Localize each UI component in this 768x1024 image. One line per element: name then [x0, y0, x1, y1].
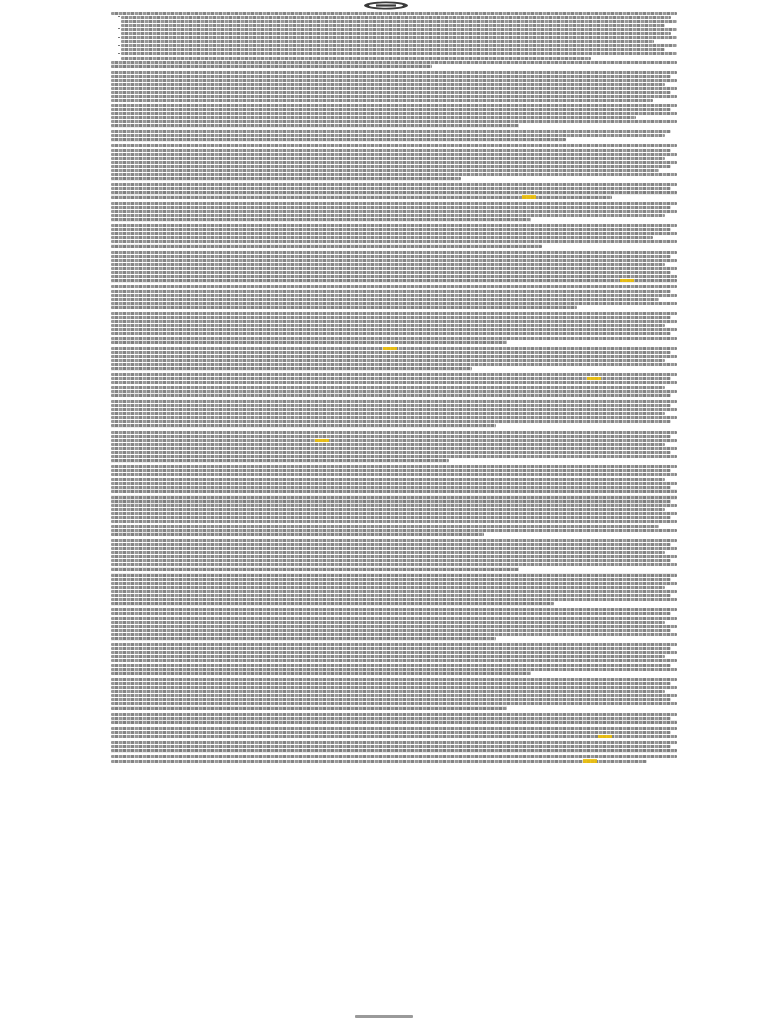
text-ink: [111, 367, 472, 370]
text-ink: [111, 259, 677, 262]
text-ink: [111, 324, 665, 327]
text-ink: [111, 608, 677, 611]
text-ink: [111, 400, 677, 403]
text-ink: [111, 594, 671, 597]
text-line: [111, 367, 472, 371]
text-line: [111, 735, 677, 739]
text-line: [111, 637, 496, 641]
text-line: [111, 195, 612, 199]
text-ink: [111, 455, 677, 458]
text-ink: [111, 255, 671, 258]
text-ink: [111, 95, 677, 98]
text-ink: [111, 651, 677, 654]
text-ink: [111, 633, 677, 636]
text-ink: [111, 574, 677, 577]
text-ink: [111, 134, 665, 137]
text-ink: [111, 533, 484, 536]
footer-text: [355, 1015, 413, 1018]
text-ink: [111, 351, 671, 354]
text-ink: [111, 228, 671, 231]
list-item: [0, 399, 768, 428]
list-item: [0, 677, 768, 710]
text-ink: [111, 420, 671, 423]
list-item: [0, 224, 768, 249]
text-ink: [111, 169, 659, 172]
list-item: [0, 726, 768, 738]
text-ink: [121, 44, 677, 47]
text-ink: [111, 447, 677, 450]
text-ink: [111, 664, 671, 667]
text-ink: [111, 240, 677, 243]
list-item: [0, 741, 768, 753]
text-line: [111, 305, 577, 309]
text-ink: [111, 555, 677, 558]
ucsf-logo: [362, 1, 410, 10]
text-ink: [111, 431, 677, 434]
text-ink: [111, 210, 677, 213]
text-ink: [111, 702, 677, 705]
text-ink: [111, 65, 432, 68]
text-line: [111, 459, 449, 463]
text-line: [111, 489, 677, 493]
text-ink: [111, 144, 677, 147]
text-ink: [111, 490, 677, 493]
text-ink: [111, 294, 677, 297]
text-ink: [111, 760, 647, 763]
text-ink: [111, 598, 677, 601]
text-ink: [111, 153, 677, 156]
text-ink: [111, 112, 677, 115]
text-ink: [111, 332, 671, 335]
text-ink: [111, 478, 665, 481]
text-line: [111, 244, 542, 248]
text-ink: [111, 165, 671, 168]
text-ink: [111, 486, 671, 489]
text-ink: [111, 525, 659, 528]
text-line: [111, 424, 496, 428]
text-ink: [111, 298, 659, 301]
text-line: [111, 393, 671, 397]
text-ink: [111, 416, 677, 419]
text-ink: [111, 563, 677, 566]
text-ink: [111, 647, 671, 650]
list-item: [0, 70, 768, 127]
text-line: [111, 671, 531, 675]
text-ink: [111, 161, 677, 164]
text-ink: [111, 79, 677, 82]
highlight-mark: [587, 377, 601, 380]
text-ink: [111, 582, 677, 585]
text-ink: [111, 285, 677, 288]
text-ink: [111, 306, 577, 309]
text-ink: [111, 12, 677, 15]
text-ink: [111, 124, 519, 127]
text-ink: [111, 682, 671, 685]
text-ink: [111, 328, 677, 331]
text-ink: [111, 443, 665, 446]
bullet-icon: [118, 45, 120, 46]
text-ink: [121, 36, 677, 39]
text-ink: [111, 279, 677, 282]
text-line: [111, 124, 519, 128]
text-ink: [111, 617, 677, 620]
text-ink: [111, 187, 671, 190]
text-ink: [121, 24, 665, 27]
text-ink: [111, 61, 677, 64]
text-line: [111, 532, 484, 536]
list-item: [0, 144, 768, 181]
text-ink: [111, 149, 671, 152]
text-ink: [111, 512, 677, 515]
text-ink: [111, 539, 677, 542]
text-ink: [111, 116, 636, 119]
text-ink: [111, 191, 677, 194]
text-ink: [111, 439, 677, 442]
list-item: [0, 465, 768, 494]
text-ink: [111, 177, 461, 180]
text-ink: [111, 271, 671, 274]
list-item: [0, 130, 768, 142]
text-ink: [111, 138, 566, 141]
text-ink: [111, 390, 677, 393]
text-line: [111, 567, 519, 571]
text-ink: [111, 547, 677, 550]
text-ink: [111, 612, 671, 615]
highlight-mark: [315, 439, 329, 442]
highlight-mark: [598, 735, 612, 738]
list-item: [0, 755, 768, 763]
list-item: [0, 643, 768, 676]
text-ink: [111, 731, 671, 734]
text-line: [111, 706, 507, 710]
list-item: [0, 495, 768, 536]
text-line: [111, 749, 677, 753]
text-ink: [111, 500, 671, 503]
text-ink: [121, 20, 677, 23]
highlight-mark: [383, 347, 397, 350]
text-ink: [111, 621, 665, 624]
text-ink: [111, 312, 677, 315]
text-line: [111, 138, 566, 142]
text-ink: [121, 57, 591, 60]
text-ink: [111, 157, 665, 160]
list-item: [0, 430, 768, 463]
bullet-icon: [118, 16, 120, 17]
text-ink: [111, 424, 496, 427]
text-ink: [111, 245, 542, 248]
text-ink: [111, 755, 677, 758]
text-ink: [111, 412, 665, 415]
text-ink: [111, 355, 677, 358]
text-ink: [111, 302, 677, 305]
list-item: [0, 183, 768, 199]
text-ink: [111, 75, 671, 78]
text-ink: [111, 363, 677, 366]
text-ink: [111, 520, 677, 523]
bullet-icon: [118, 37, 120, 38]
text-ink: [111, 590, 677, 593]
text-ink: [111, 694, 677, 697]
text-ink: [111, 551, 665, 554]
text-ink: [111, 386, 665, 389]
text-ink: [111, 120, 677, 123]
text-ink: [111, 435, 671, 438]
text-ink: [111, 482, 677, 485]
text-ink: [111, 341, 507, 344]
text-ink: [111, 337, 677, 340]
text-ink: [111, 404, 671, 407]
text-ink: [111, 473, 677, 476]
list-item: [0, 201, 768, 221]
text-ink: [111, 83, 665, 86]
text-ink: [121, 52, 677, 55]
text-ink: [111, 91, 671, 94]
text-ink: [111, 275, 677, 278]
text-ink: [111, 108, 671, 111]
text-ink: [111, 224, 677, 227]
text-ink: [111, 71, 677, 74]
list-item: [0, 373, 768, 398]
text-ink: [111, 408, 677, 411]
text-ink: [111, 629, 671, 632]
text-ink: [111, 508, 665, 511]
list-item: [0, 11, 768, 68]
text-line: [111, 759, 647, 763]
text-ink: [111, 469, 671, 472]
text-ink: [111, 196, 612, 199]
text-ink: [111, 543, 671, 546]
text-ink: [111, 637, 496, 640]
text-ink: [111, 320, 677, 323]
text-ink: [111, 655, 665, 658]
highlight-mark: [522, 195, 536, 198]
text-ink: [111, 586, 665, 589]
text-ink: [111, 516, 671, 519]
text-ink: [111, 672, 531, 675]
text-ink: [111, 263, 665, 266]
text-ink: [111, 735, 677, 738]
text-ink: [111, 690, 665, 693]
text-ink: [111, 749, 677, 752]
text-ink: [111, 643, 677, 646]
text-ink: [111, 465, 677, 468]
text-ink: [111, 707, 507, 710]
text-ink: [111, 713, 677, 716]
text-ink: [111, 214, 665, 217]
text-ink: [111, 99, 653, 102]
text-ink: [111, 727, 677, 730]
text-ink: [121, 32, 671, 35]
text-line: [111, 64, 432, 68]
list-item: [0, 346, 768, 371]
text-ink: [121, 16, 671, 19]
text-ink: [111, 206, 671, 209]
text-ink: [111, 451, 671, 454]
text-ink: [111, 104, 677, 107]
text-ink: [111, 218, 531, 221]
text-ink: [111, 232, 677, 235]
text-ink: [111, 183, 677, 186]
text-ink: [111, 496, 677, 499]
text-ink: [111, 698, 671, 701]
list-item: [0, 311, 768, 344]
page-footer: [0, 1015, 768, 1020]
text-line: [111, 177, 461, 181]
text-ink: [111, 578, 671, 581]
text-ink: [111, 529, 677, 532]
list-item: [0, 573, 768, 606]
text-ink: [111, 130, 671, 133]
text-ink: [111, 290, 671, 293]
text-ink: [111, 202, 677, 205]
text-ink: [121, 40, 654, 43]
text-ink: [111, 678, 677, 681]
text-ink: [111, 87, 677, 90]
text-ink: [111, 394, 671, 397]
text-ink: [111, 173, 677, 176]
text-ink: [111, 381, 677, 384]
text-line: [111, 279, 677, 283]
text-ink: [111, 717, 671, 720]
text-ink: [111, 504, 677, 507]
list-item: [0, 538, 768, 571]
list-item: [0, 285, 768, 310]
text-ink: [111, 659, 677, 662]
text-ink: [121, 48, 665, 51]
text-ink: [111, 316, 671, 319]
list-item: [0, 712, 768, 724]
text-ink: [111, 745, 671, 748]
text-ink: [111, 602, 554, 605]
text-ink: [111, 741, 677, 744]
text-line: [111, 340, 507, 344]
highlight-mark: [620, 279, 634, 282]
text-line: [111, 602, 554, 606]
text-ink: [111, 359, 665, 362]
text-ink: [111, 568, 519, 571]
entry-list: [0, 11, 768, 765]
text-ink: [121, 28, 677, 31]
list-item: [0, 250, 768, 283]
bullet-icon: [118, 28, 120, 29]
text-ink: [111, 559, 671, 562]
highlight-mark: [583, 759, 597, 762]
text-ink: [111, 459, 449, 462]
text-line: [111, 720, 677, 724]
text-ink: [111, 267, 677, 270]
text-ink: [111, 686, 677, 689]
text-ink: [111, 373, 677, 376]
text-ink: [111, 251, 677, 254]
list-item: [0, 608, 768, 641]
bullet-icon: [118, 53, 120, 54]
text-ink: [111, 625, 677, 628]
text-ink: [111, 721, 677, 724]
text-ink: [111, 236, 653, 239]
text-ink: [111, 668, 677, 671]
text-line: [111, 218, 531, 222]
